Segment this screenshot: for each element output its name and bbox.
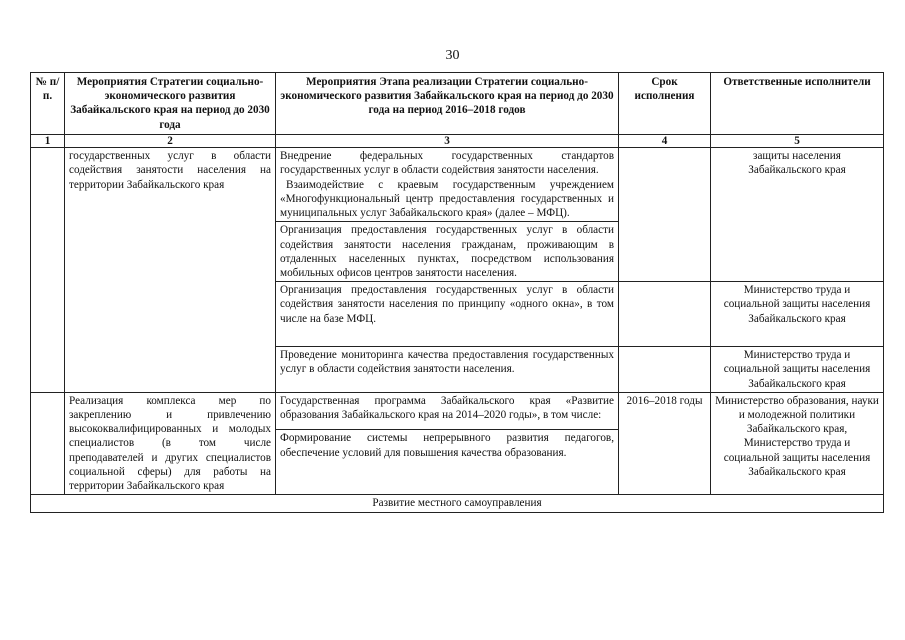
column-number: 1: [31, 134, 65, 147]
deadline-cell: [619, 148, 711, 282]
program-title-cell: Государственная программа Забайкальского края «Развитие образования Забайкальского края на 2014–2020 годы», в том числе:: [276, 392, 619, 430]
num-cell: [31, 148, 65, 393]
header-stage-measures: Мероприятия Этапа реализации Стратегии социально-экономического развития Забайкальского края на период до 2030 года на период 2016–2018 годов: [276, 73, 619, 135]
stage-measure-cell: Формирование системы непрерывного развития педагогов, обеспечение условий для повышения качества образования.: [276, 430, 619, 495]
table-header-row: [31, 73, 884, 135]
responsible-cell: Министерство труда и социальной защиты населения Забайкальского края: [711, 347, 884, 393]
stage-measure-cell: Проведение мониторинга качества предоставления государственных услуг в области содействия занятости населения.: [276, 347, 619, 393]
strategy-measure-cell: государственных услуг в области содействия занятости населения на территории Забайкальского края: [65, 148, 276, 393]
table-row: [31, 148, 884, 222]
header-num: № п/п.: [31, 73, 65, 135]
responsible-cell: Министерство образования, науки и молодежной политики Забайкальского края, Министерство труда и социальной защиты населения Забайкальского края: [711, 392, 884, 495]
responsible-cell: защиты населения Забайкальского края: [711, 148, 884, 282]
column-number: 4: [619, 134, 711, 147]
header-strategy-measures: Мероприятия Стратегии социально-экономического развития Забайкальского края на период до 2030 года: [65, 73, 276, 135]
table-row: [31, 392, 884, 430]
responsible-cell: Министерство труда и социальной защиты населения Забайкальского края: [711, 282, 884, 347]
section-heading: Развитие местного самоуправления: [31, 495, 884, 512]
stage-measure-cell: [276, 148, 619, 222]
column-number: 3: [276, 134, 619, 147]
column-number: 2: [65, 134, 276, 147]
deadline-cell: [619, 347, 711, 393]
column-number: 5: [711, 134, 884, 147]
header-responsible: Ответственные исполнители: [711, 73, 884, 135]
stage-measure-cell: Организация предоставления государственных услуг в области содействия занятости населения по принципу «одного окна», в том числе на базе МФЦ.: [276, 282, 619, 347]
page-number: 30: [445, 48, 460, 63]
deadline-cell: [619, 282, 711, 347]
header-deadline: Срок исполнения: [619, 73, 711, 135]
deadline-cell: 2016–2018 годы: [619, 392, 711, 495]
num-cell: [31, 392, 65, 495]
stage-measure-text: Взаимодействие с краевым государственным учреждением «Многофункциональный центр предоставления государственных и муниципальных услуг Забайкальского края» (далее – МФЦ).: [280, 178, 614, 220]
strategy-measures-table: [30, 72, 884, 513]
column-number-row: [31, 134, 884, 147]
stage-measure-cell: Организация предоставления государственных услуг в области содействия занятости населения гражданам, проживающим в отдаленных населенных пунктах, посредством использования мобильных офисов центров занятости населения.: [276, 222, 619, 282]
section-heading-row: [31, 495, 884, 512]
strategy-measure-cell: Реализация комплекса мер по закреплению и привлечению высококвалифицированных и молодых специалистов (в том числе преподавателей и других специалистов социальной сферы) для работы на территории Забайкальского края: [65, 392, 276, 495]
stage-measure-text: Внедрение федеральных государственных стандартов государственных услуг в области содействия занятости населения.: [280, 150, 614, 177]
